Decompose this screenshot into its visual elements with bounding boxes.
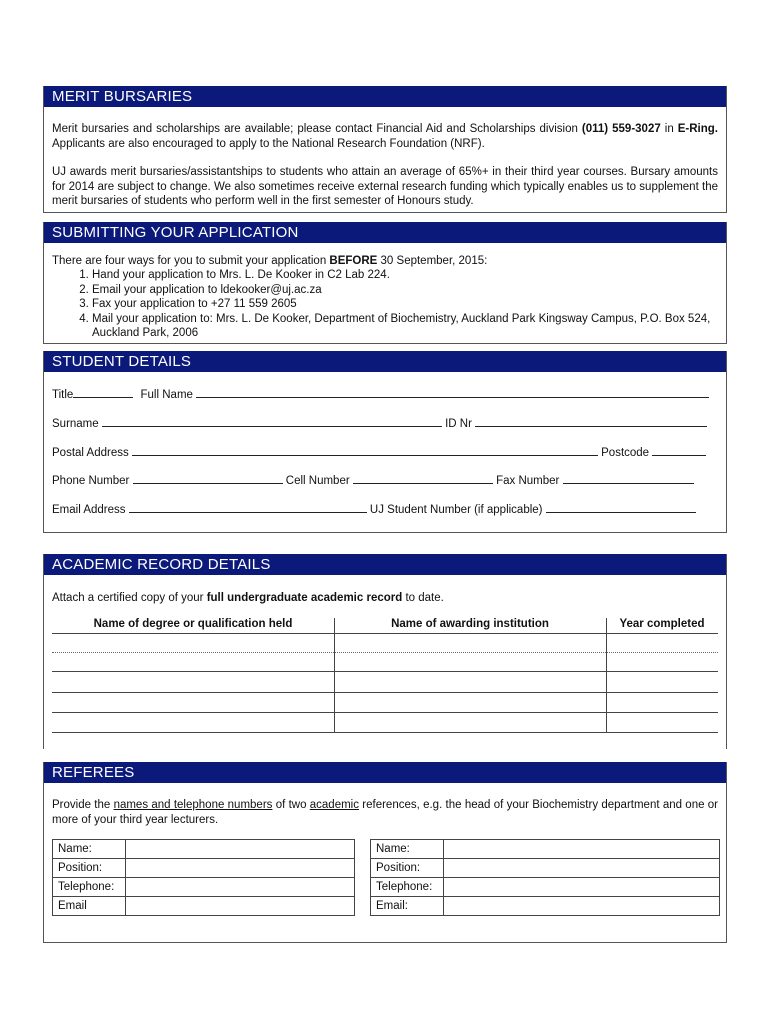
- table-header-rule: [52, 633, 718, 634]
- column-header-institution: Name of awarding institution: [391, 618, 549, 630]
- referee-2-name-field[interactable]: [444, 840, 720, 859]
- merit-paragraph-2: UJ awards merit bursaries/assistantships to students who attain an average of 65%+ in their third year courses. Bursary amounts for 2014 are subject to change. We also sometimes receive external research funding which typically enables us to supplement the merit bursaries of students who perform well in the first semester of Honours study.: [52, 166, 718, 207]
- email-row: [52, 502, 718, 516]
- academic-section: [43, 554, 727, 749]
- table-column-divider: [606, 618, 607, 732]
- title-row: [52, 387, 718, 401]
- academic-heading: ACADEMIC RECORD DETAILS: [44, 554, 726, 575]
- referee-2-email-label: Email:: [371, 897, 444, 916]
- referee-1-name-field[interactable]: [126, 840, 355, 859]
- postal-address-field[interactable]: [132, 445, 598, 456]
- uj-student-number-field[interactable]: [546, 502, 696, 513]
- title-field[interactable]: [73, 387, 133, 398]
- id-nr-field[interactable]: [475, 416, 707, 427]
- referee-2-name-label: Name:: [371, 840, 444, 859]
- list-item: 1. Hand your application to Mrs. L. De Kooker in C2 Lab 224.: [92, 268, 718, 283]
- referee-1-telephone-label: Telephone:: [53, 878, 126, 897]
- referee-1-position-field[interactable]: [126, 859, 355, 878]
- referee-2-telephone-field[interactable]: [444, 878, 720, 897]
- referees-instruction: Provide the names and telephone numbers of two academic references, e.g. the head of your Biochemistry department and one or more of your third year lecturers.: [52, 799, 718, 826]
- email-address-field[interactable]: [129, 502, 367, 513]
- table-row-line[interactable]: [52, 692, 718, 693]
- surname-row: [52, 416, 718, 430]
- financial-aid-phone: (011) 559-3027: [581, 123, 661, 135]
- referees-section: [43, 762, 727, 943]
- submit-heading: SUBMITTING YOUR APPLICATION: [44, 222, 726, 243]
- merit-heading: MERIT BURSARIES: [44, 86, 726, 107]
- full-name-field[interactable]: [196, 387, 709, 398]
- cell-number-label: Cell Number: [285, 475, 350, 487]
- referee-2-email-field[interactable]: [444, 897, 720, 916]
- table-row-line[interactable]: [52, 732, 718, 733]
- column-header-degree: Name of degree or qualification held: [93, 618, 293, 630]
- academic-instruction: Attach a certified copy of your full undergraduate academic record to date.: [52, 592, 444, 604]
- referees-heading: REFEREES: [44, 762, 726, 783]
- table-row-line[interactable]: [52, 652, 718, 653]
- id-nr-label: ID Nr: [445, 418, 472, 430]
- table-row-line[interactable]: [52, 671, 718, 672]
- student-heading: STUDENT DETAILS: [44, 351, 726, 372]
- postcode-label: Postcode: [601, 447, 650, 459]
- student-section: [43, 351, 727, 533]
- referee-1-position-label: Position:: [53, 859, 126, 878]
- phone-row: [52, 473, 718, 487]
- list-item: 4. Mail your application to: Mrs. L. De Kooker, Department of Biochemistry, Auckland Park Kingsway Campus, P.O. Box 524, Auckland Park, 2006: [92, 312, 718, 341]
- referee-2-position-label: Position:: [371, 859, 444, 878]
- referee-1-email-field[interactable]: [126, 897, 355, 916]
- referee-1-table: [52, 839, 355, 916]
- submit-section: [43, 222, 727, 344]
- submit-methods-list: [52, 268, 718, 341]
- postal-address-label: Postal Address: [52, 447, 129, 459]
- fax-number-label: Fax Number: [496, 475, 560, 487]
- table-row-line[interactable]: [52, 712, 718, 713]
- referee-2-table: [370, 839, 720, 916]
- merit-section: [43, 86, 727, 213]
- uj-student-number-label: UJ Student Number (if applicable): [369, 504, 543, 516]
- phone-number-label: Phone Number: [52, 475, 130, 487]
- surname-label: Surname: [52, 418, 99, 430]
- referee-1-telephone-field[interactable]: [126, 878, 355, 897]
- phone-number-field[interactable]: [133, 473, 283, 484]
- title-label: Title: [52, 389, 74, 401]
- column-header-year: Year completed: [619, 618, 705, 630]
- cell-number-field[interactable]: [353, 473, 493, 484]
- list-item: 3. Fax your application to +27 11 559 2605: [92, 297, 718, 312]
- merit-paragraph-1: Merit bursaries and scholarships are available; please contact Financial Aid and Scholarships division (011) 559-3027 in E-Ring. Applicants are also encouraged to apply to the National Research Foundation (NRF).: [52, 123, 718, 150]
- referee-2-position-field[interactable]: [444, 859, 720, 878]
- surname-field[interactable]: [102, 416, 442, 427]
- postal-row: [52, 445, 718, 459]
- referee-1-email-label: Email: [53, 897, 126, 916]
- referee-1-name-label: Name:: [53, 840, 126, 859]
- table-column-divider: [334, 618, 335, 732]
- full-name-label: Full Name: [140, 389, 193, 401]
- submit-intro: There are four ways for you to submit your application BEFORE 30 September, 2015:: [52, 255, 488, 267]
- email-address-label: Email Address: [52, 504, 126, 516]
- fax-number-field[interactable]: [563, 473, 694, 484]
- postcode-field[interactable]: [652, 445, 706, 456]
- referee-2-telephone-label: Telephone:: [371, 878, 444, 897]
- list-item: 2. Email your application to ldekooker@uj.ac.za: [92, 283, 718, 298]
